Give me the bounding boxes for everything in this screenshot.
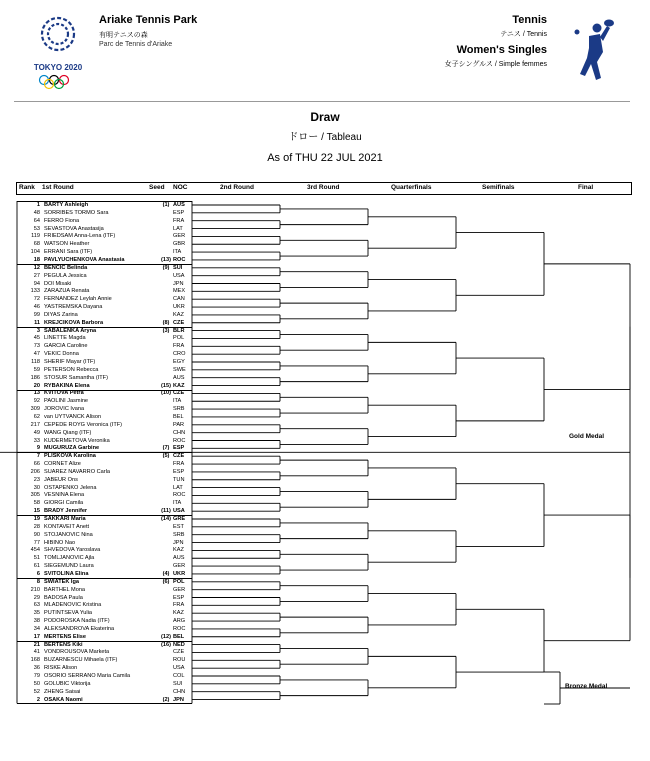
event-subtitle: 女子シングルス / Simple femmes <box>444 61 547 68</box>
player-rank: 59 <box>33 366 40 373</box>
player-seed: (16) <box>161 641 171 648</box>
player-rank: 46 <box>33 304 40 311</box>
player-name: PUTINTSEVA Yulia <box>44 610 92 617</box>
player-rank: 77 <box>33 539 40 546</box>
player-seed: (1) <box>162 202 170 208</box>
player-rank: 27 <box>33 272 40 279</box>
player-rank: 20 <box>33 382 40 389</box>
col-final: Final <box>578 184 594 191</box>
player-noc: AUS <box>173 202 185 208</box>
player-name: PETERSON Rebecca <box>44 366 99 373</box>
player-name: HIBINO Nao <box>44 539 76 546</box>
player-noc: ESP <box>173 468 185 475</box>
player-rank: 206 <box>30 468 40 475</box>
player-rank: 52 <box>33 688 40 695</box>
player-rank: 79 <box>33 673 40 679</box>
player-noc: POL <box>173 335 185 342</box>
player-rank: 64 <box>33 217 40 224</box>
draw-subtitle: ドロー / Tableau <box>288 132 362 143</box>
player-rank: 62 <box>33 413 40 420</box>
player-seed: (2) <box>162 696 170 703</box>
player-rank: 305 <box>30 492 40 499</box>
player-name: CORNET Alize <box>44 461 81 468</box>
player-noc: SUI <box>173 680 183 687</box>
player-name: SORRIBES TORMO Sara <box>44 209 109 216</box>
venue-name-french: Parc de Tennis d'Ariake <box>99 41 173 48</box>
player-seed: (9) <box>162 264 170 271</box>
as-of-date: As of THU 22 JUL 2021 <box>267 152 383 164</box>
player-rank: 45 <box>33 335 40 342</box>
player-rank: 29 <box>33 594 40 601</box>
venue-name: Ariake Tennis Park <box>99 14 198 26</box>
player-rank: 11 <box>34 319 40 326</box>
player-rank: 119 <box>31 233 40 240</box>
player-name: ERRANI Sara (ITF) <box>44 249 93 256</box>
player-noc: LAT <box>173 225 183 232</box>
draw-title: Draw <box>310 110 340 124</box>
col-first-round: 1st Round <box>42 184 74 191</box>
col-quarterfinals: Quarterfinals <box>391 184 432 191</box>
player-rank: 19 <box>33 516 40 522</box>
player-seed: (11) <box>161 508 171 515</box>
player-rank: 23 <box>33 476 40 483</box>
player-noc: ESP <box>173 209 185 216</box>
player-name: DOI Misaki <box>44 280 72 287</box>
player-seed: (7) <box>162 445 170 452</box>
player-noc: ESP <box>173 445 185 452</box>
player-rank: 50 <box>33 680 40 687</box>
player-name: KUDERMETOVA Veronika <box>44 437 110 444</box>
col-semifinals: Semifinals <box>482 184 515 191</box>
player-name: DIYAS Zarina <box>44 311 78 318</box>
player-rank: 53 <box>33 225 40 232</box>
player-name: BARTY Ashleigh <box>44 202 89 208</box>
player-seed: (3) <box>162 327 170 334</box>
player-name: VESNINA Elena <box>44 492 85 499</box>
player-rank: 51 <box>33 555 40 562</box>
player-name: VONDROUSOVA Marketa <box>44 649 110 656</box>
player-name: PAOLINI Jasmine <box>44 398 89 405</box>
player-noc: MEX <box>173 288 186 295</box>
player-noc: BEL <box>173 633 185 640</box>
sport-title: Tennis <box>512 14 547 26</box>
player-noc: JPN <box>173 539 184 546</box>
player-seed: (8) <box>162 319 170 326</box>
player-noc: ARG <box>173 618 186 625</box>
player-noc: BEL <box>173 413 184 420</box>
player-noc: FRA <box>173 602 185 609</box>
player-noc: ROU <box>173 657 186 664</box>
player-noc: AUS <box>173 374 185 381</box>
player-rank: 47 <box>33 351 40 358</box>
player-noc: USA <box>173 272 185 279</box>
player-rank: 34 <box>33 625 40 632</box>
player-noc: POL <box>173 578 185 585</box>
player-noc: ROC <box>173 492 186 499</box>
player-noc: CAN <box>173 296 185 303</box>
gold-medal-label: Gold Medal <box>569 433 605 440</box>
player-name: FRIEDSAM Anna-Lena (ITF) <box>44 233 116 240</box>
player-name: WATSON Heather <box>44 241 90 248</box>
player-noc: FRA <box>173 461 185 468</box>
player-name: SIEGEMUND Laura <box>44 563 94 570</box>
player-noc: CHN <box>173 429 186 436</box>
player-noc: CRO <box>173 351 186 358</box>
player-noc: USA <box>173 508 185 515</box>
player-name: SVITOLINA Elina <box>44 570 89 577</box>
player-noc: LAT <box>173 484 183 491</box>
player-name: BENCIC Belinda <box>44 264 88 271</box>
player-name: ZARAZUA Renata <box>44 288 90 295</box>
player-name: van UYTVANCK Alison <box>44 413 102 420</box>
player-name: KONTAVEIT Anett <box>44 523 90 530</box>
player-name: SABALENKA Aryna <box>44 327 97 334</box>
player-noc: JPN <box>173 696 184 703</box>
player-rank: 6 <box>36 570 40 577</box>
player-noc: PAR <box>173 421 185 428</box>
player-rank: 309 <box>30 406 40 413</box>
player-seed: (14) <box>161 516 171 522</box>
player-rank: 58 <box>33 500 40 507</box>
player-noc: KAZ <box>173 610 184 617</box>
player-noc: TUN <box>173 476 185 483</box>
player-name: FERRO Fiona <box>44 217 80 224</box>
player-rank: 133 <box>30 288 40 295</box>
player-noc: COL <box>173 673 185 679</box>
player-name: SHERIF Mayar (ITF) <box>44 359 96 365</box>
player-rank: 13 <box>33 390 40 397</box>
player-noc: KAZ <box>173 547 184 554</box>
player-name: SHVEDOVA Yaroslava <box>44 547 101 554</box>
player-name: MERTENS Elise <box>44 633 86 640</box>
player-rank: 9 <box>36 445 40 452</box>
svg-text:TOKYO 2020: TOKYO 2020 <box>33 63 83 72</box>
player-rank: 48 <box>33 209 40 216</box>
player-rank: 63 <box>33 602 40 609</box>
player-noc: USA <box>173 665 185 672</box>
player-noc: ROC <box>173 625 186 632</box>
player-rank: 73 <box>33 343 40 350</box>
player-name: GOLUBIC Viktorija <box>44 680 91 687</box>
player-rank: 90 <box>33 531 40 538</box>
player-rank: 12 <box>33 264 40 271</box>
player-noc: GRE <box>173 516 186 522</box>
player-name: BUZARNESCU Mihaela (ITF) <box>44 657 118 664</box>
player-name: OSTAPENKO Jelena <box>44 484 97 491</box>
player-seed: (4) <box>162 570 170 577</box>
player-noc: GER <box>173 563 186 570</box>
player-seed: (13) <box>161 256 171 263</box>
player-name: STOSUR Samantha (ITF) <box>44 374 108 381</box>
player-noc: ESP <box>173 594 185 601</box>
player-noc: AUS <box>173 555 185 562</box>
player-rank: 61 <box>33 563 40 570</box>
player-rank: 35 <box>33 610 40 617</box>
player-noc: ITA <box>173 500 182 507</box>
player-rank: 66 <box>33 461 40 468</box>
player-name: STOJANOVIC Nina <box>44 531 93 538</box>
player-seed: (5) <box>162 453 170 460</box>
player-rank: 49 <box>33 429 40 436</box>
player-name: BERTENS Kiki <box>44 641 83 648</box>
player-noc: ITA <box>173 398 182 405</box>
player-noc: CZE <box>173 453 185 460</box>
player-rank: 36 <box>33 665 40 672</box>
player-rank: 72 <box>33 296 40 303</box>
player-noc: JPN <box>173 280 184 287</box>
player-name: BARTHEL Mona <box>44 586 86 593</box>
player-name: TOMLJANOVIC Ajla <box>44 555 95 562</box>
bronze-medal-label: Bronze Medal <box>565 683 608 690</box>
player-rank: 8 <box>36 578 40 585</box>
player-name: OSAKA Naomi <box>44 696 83 703</box>
player-name: MLADENOVIC Kristina <box>44 602 102 609</box>
player-name: JOROVIC Ivana <box>44 406 85 413</box>
player-name: WANG Qiang (ITF) <box>44 429 92 436</box>
player-name: KREJCIKOVA Barbora <box>44 319 104 326</box>
player-noc: CHN <box>173 688 186 695</box>
player-name: LINETTE Magda <box>44 335 86 342</box>
player-rank: 15 <box>33 508 40 515</box>
player-name: PAVLYUCHENKOVA Anastasia <box>44 256 125 263</box>
player-noc: ROC <box>173 256 186 263</box>
player-name: VEKIC Donna <box>44 351 79 358</box>
player-noc: KAZ <box>173 382 185 389</box>
player-seed: (6) <box>162 578 170 585</box>
player-rank: 21 <box>33 641 40 648</box>
player-noc: FRA <box>173 217 185 224</box>
player-rank: 454 <box>30 547 40 554</box>
player-rank: 3 <box>36 327 40 334</box>
player-rank: 94 <box>33 280 40 287</box>
player-rank: 17 <box>33 633 40 640</box>
player-name: KVITOVA Petra <box>44 390 84 397</box>
player-name: BRADY Jennifer <box>44 508 88 515</box>
player-name: FERNANDEZ Leylah Annie <box>44 296 112 303</box>
player-rank: 99 <box>33 311 40 318</box>
player-rank: 104 <box>30 249 40 256</box>
player-name: RYBAKINA Elena <box>44 382 90 389</box>
player-noc: CZE <box>173 390 185 397</box>
player-noc: SRB <box>173 406 185 413</box>
col-second-round: 2nd Round <box>220 184 254 191</box>
player-rank: 210 <box>30 586 40 593</box>
player-noc: NED <box>173 641 185 648</box>
player-rank: 118 <box>31 359 40 365</box>
player-name: BADOSA Paula <box>44 594 83 601</box>
player-noc: KAZ <box>173 311 184 318</box>
player-name: PEGULA Jessica <box>44 272 87 279</box>
player-rank: 1 <box>36 202 40 208</box>
venue-name-japanese: 有明テニスの森 <box>99 32 148 39</box>
player-noc: CZE <box>173 649 185 656</box>
player-seed: (15) <box>161 382 171 389</box>
player-noc: ROC <box>173 437 186 444</box>
player-noc: UKR <box>173 570 186 577</box>
col-rank: Rank <box>19 184 35 191</box>
player-name: YASTREMSKA Dayana <box>44 304 103 311</box>
player-rank: 168 <box>30 657 40 664</box>
player-rank: 186 <box>30 374 40 381</box>
player-noc: SRB <box>173 531 185 538</box>
player-noc: FRA <box>173 343 185 350</box>
player-name: ZHENG Saisai <box>44 688 81 695</box>
player-rank: 38 <box>33 618 40 625</box>
player-name: GIORGI Camila <box>44 500 84 507</box>
player-rank: 28 <box>33 523 40 530</box>
player-noc: UKR <box>173 304 185 311</box>
player-rank: 2 <box>36 696 40 703</box>
player-noc: SWE <box>173 366 186 373</box>
player-name: MUGURUZA Garbine <box>44 445 100 452</box>
event-title: Women's Singles <box>456 44 547 56</box>
player-name: JABEUR Ons <box>44 476 78 483</box>
player-rank: 18 <box>33 256 40 263</box>
player-rank: 217 <box>30 421 40 428</box>
player-rank: 41 <box>33 649 40 656</box>
col-noc: NOC <box>173 184 188 191</box>
player-name: PLISKOVA Karolina <box>44 453 96 460</box>
player-name: GARCIA Caroline <box>44 343 88 350</box>
player-name: SEVASTOVA Anastasija <box>44 225 104 232</box>
player-name: SWIATEK Iga <box>44 578 80 585</box>
col-seed: Seed <box>149 184 165 191</box>
player-seed: (12) <box>161 633 171 640</box>
player-name: SUAREZ NAVARRO Carla <box>44 468 110 475</box>
sport-subtitle: テニス / Tennis <box>500 31 547 38</box>
player-rank: 30 <box>33 484 40 491</box>
player-noc: EGY <box>173 359 185 365</box>
player-name: OSORIO SERRANO Maria Camila <box>44 673 131 679</box>
player-noc: GER <box>173 233 186 240</box>
player-noc: ITA <box>173 249 182 256</box>
player-name: ALEKSANDROVA Ekaterina <box>44 625 115 632</box>
player-name: RISKE Alison <box>44 665 78 672</box>
player-noc: GBR <box>173 241 186 248</box>
player-noc: BLR <box>173 327 185 334</box>
player-noc: GER <box>173 586 186 593</box>
player-rank: 7 <box>36 453 40 460</box>
player-rank: 68 <box>33 241 40 248</box>
player-name: PODOROSKA Nadia (ITF) <box>44 618 110 625</box>
player-seed: (10) <box>161 390 171 397</box>
player-rank: 92 <box>33 398 40 405</box>
player-noc: CZE <box>173 319 185 326</box>
col-third-round: 3rd Round <box>307 184 340 191</box>
player-noc: EST <box>173 523 184 530</box>
player-rank: 33 <box>33 437 40 444</box>
player-name: SAKKARI Maria <box>44 516 86 522</box>
player-name: CEPEDE ROYG Veronica (ITF) <box>44 421 123 428</box>
player-noc: SUI <box>173 264 183 271</box>
